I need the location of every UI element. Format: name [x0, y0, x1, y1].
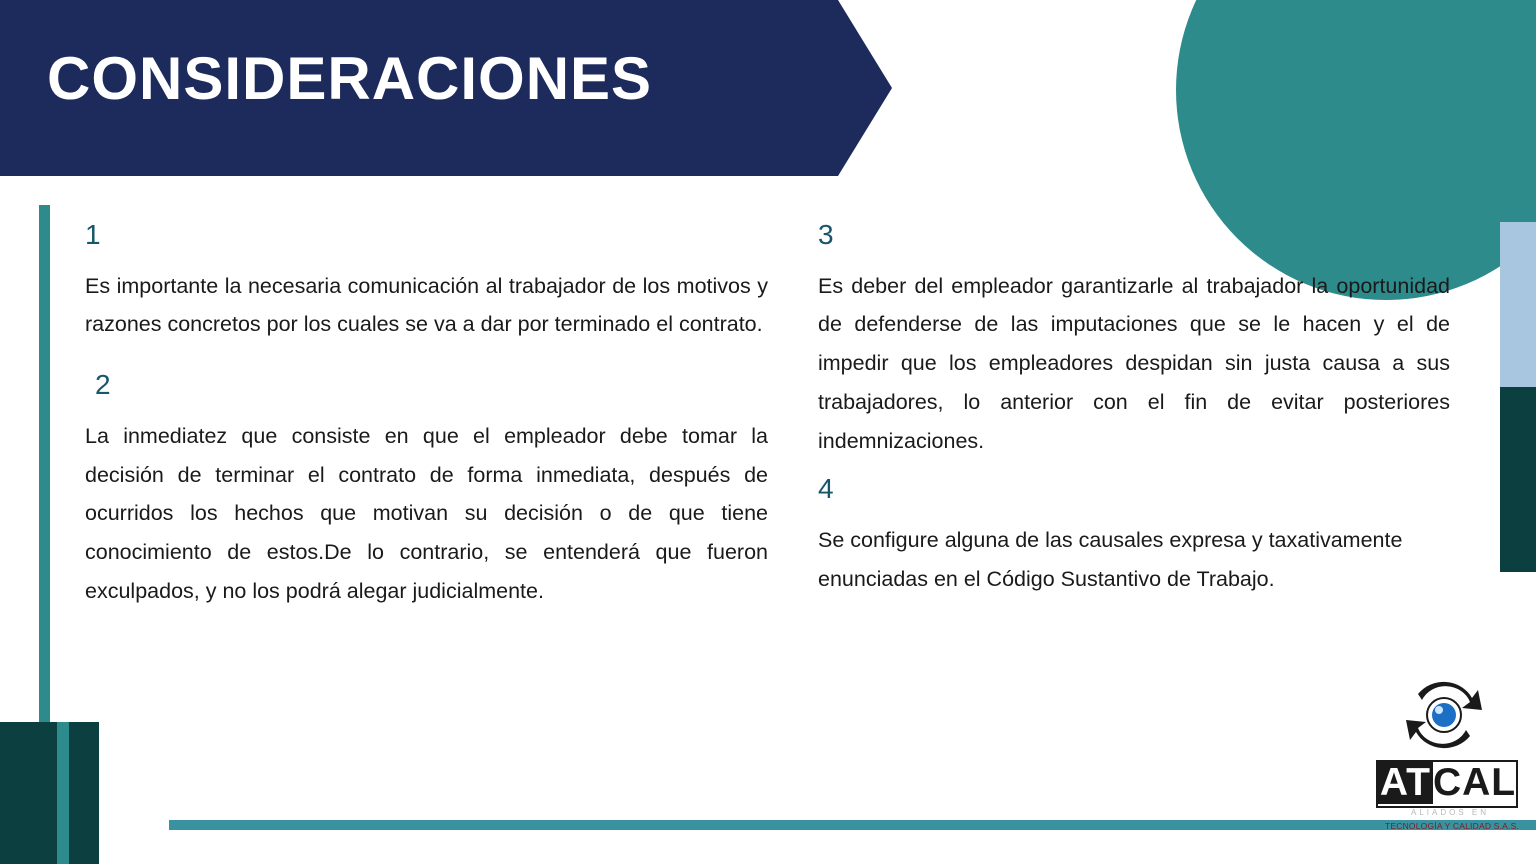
bottom-left-dark-block [0, 722, 99, 864]
right-strip-light-blue [1500, 222, 1536, 387]
header-arrow-point [838, 0, 892, 176]
item-text: Se configure alguna de las causales expresa y taxativamente enunciadas en el Código Sustantivo de Trabajo. [818, 528, 1403, 591]
logo-tagline-secondary: TECNOLOGÍA Y CALIDAD S.A.S. [1384, 821, 1520, 831]
item-text: La inmediatez que consiste en que el empleador debe tomar la decisión de terminar el contrato de forma inmediata, después de ocurridos los hechos que motivan su decisión o de que tiene conocimiento de estos.De lo contrario, se entenderá que fueron exculpados, y no los podrá alegar judicialmente. [85, 423, 768, 603]
content-column-left [85, 220, 768, 636]
logo-wordmark [1376, 760, 1518, 808]
atcal-logo [1376, 676, 1524, 836]
item-number: 1 [85, 219, 101, 250]
item-number: 3 [818, 219, 834, 250]
logo-word-a: AT [1379, 761, 1431, 804]
content-column-right [818, 220, 1450, 624]
logo-tagline-primary: ALIADOS EN [1410, 808, 1489, 817]
consideration-item [85, 370, 768, 610]
item-number: 4 [818, 473, 834, 505]
consideration-item [818, 220, 1450, 460]
right-strip-dark-teal [1500, 387, 1536, 572]
consideration-item [818, 474, 1450, 598]
bottom-left-teal-bar [57, 722, 69, 864]
bottom-horizontal-rule [169, 820, 1536, 830]
left-vertical-accent [39, 205, 50, 733]
item-text: Es importante la necesaria comunicación al trabajador de los motivos y razones concretos por los cuales se va a dar por terminado el contrato. [85, 273, 768, 337]
item-number: 2 [95, 369, 111, 401]
consideration-item [85, 220, 768, 344]
logo-word-b: CAL [1432, 761, 1517, 804]
swirl-icon [1398, 676, 1490, 756]
item-text: Es deber del empleador garantizarle al trabajador la oportunidad de defenderse de las imputaciones que se le hacen y el de impedir que los empleadores despidan sin justa causa a sus trabajadores, lo anterior con el fin de evitar posteriores indemnizaciones. [818, 273, 1450, 453]
page-title: CONSIDERACIONES [47, 45, 653, 112]
